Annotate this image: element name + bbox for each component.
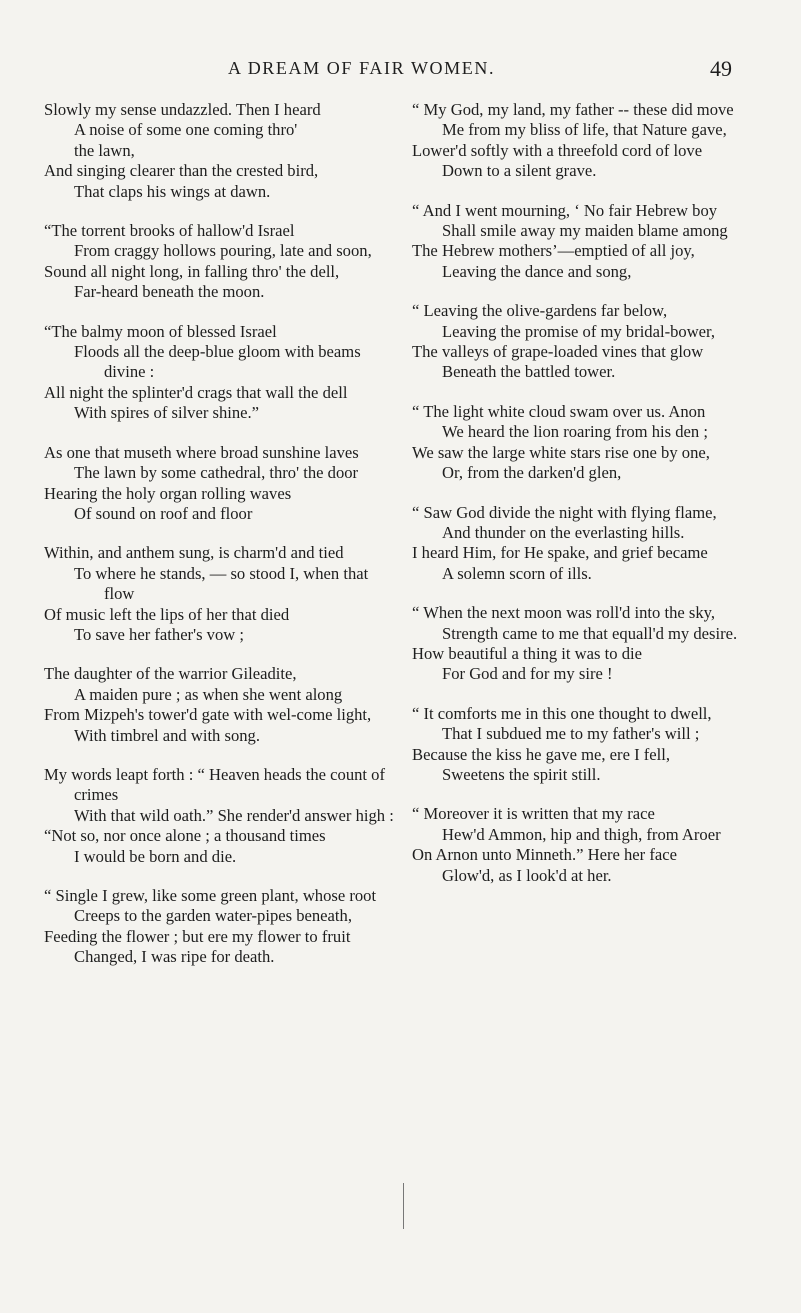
verse-line: We heard the lion roaring from his den ; <box>442 422 708 442</box>
verse-line: “ My God, my land, my father -- these did move <box>412 100 734 119</box>
verse-line: I heard Him, for He spake, and grief became <box>412 543 708 563</box>
running-title: A DREAM OF FAIR WOMEN. <box>228 58 496 78</box>
verse-line: “ It comforts me in this one thought to dwell, <box>412 703 712 723</box>
verse-line: And thunder on the everlasting hills. <box>442 522 685 542</box>
verse-line: Beneath the battled tower. <box>442 362 616 382</box>
verse-line: As one that museth where broad sunshine laves <box>44 442 359 462</box>
verse-line: From craggy hollows pouring, late and soon, <box>74 241 372 261</box>
verse-line: And singing clearer than the crested bird, <box>44 161 319 181</box>
stanza <box>44 100 399 202</box>
verse-line: “ Saw God divide the night with flying flame, <box>412 502 717 522</box>
verse-line: Floods all the deep-blue gloom with beams divine : <box>74 342 361 382</box>
verse-line: Within, and anthem sung, is charm'd and tied <box>44 543 344 563</box>
verse-line: The valleys of grape-loaded vines that glow <box>412 342 704 362</box>
verse-line: Changed, I was ripe for death. <box>74 947 275 967</box>
verse-line: For God and for my sire ! <box>442 664 613 684</box>
verse-line: That claps his wings at dawn. <box>74 181 271 201</box>
stanza <box>44 443 399 525</box>
verse-line: Slowly my sense undazzled. Then I heard <box>44 100 321 119</box>
verse-line: We saw the large white stars rise one by one, <box>412 442 710 462</box>
verse-line: Me from my bliss of life, that Nature gave, <box>442 120 727 140</box>
verse-line: Feeding the flower ; but ere my flower to fruit <box>44 926 351 946</box>
stanza <box>412 201 772 283</box>
verse-line: “ The light white cloud swam over us. Anon <box>412 401 706 421</box>
verse-line: On Arnon unto Minneth.” Here her face <box>412 845 677 865</box>
verse-line: “ When the next moon was roll'd into the sky, <box>412 603 716 623</box>
verse-line: All night the splinter'd crags that wall the dell <box>44 382 348 402</box>
verse-line: With spires of silver shine.” <box>74 403 260 423</box>
stanza <box>412 100 772 182</box>
verse-line: That I subdued me to my father's will ; <box>442 724 700 744</box>
verse-line: Leaving the promise of my bridal-bower, <box>442 321 716 341</box>
stanza <box>44 664 399 746</box>
stanza <box>44 322 399 424</box>
verse-line: Of sound on roof and floor <box>74 503 253 523</box>
verse-line: Lower'd softly with a threefold cord of love <box>412 140 703 160</box>
verse-line: “ Leaving the olive-gardens far below, <box>412 301 668 321</box>
verse-line: With that wild oath.” She render'd answer high : <box>74 805 394 825</box>
stanza <box>44 886 399 968</box>
verse-line: Because the kiss he gave me, ere I fell, <box>412 744 671 764</box>
verse-line: How beautiful a thing it was to die <box>412 643 642 663</box>
verse-line: “ Moreover it is written that my race <box>412 804 655 824</box>
verse-line: Glow'd, as I look'd at her. <box>442 865 612 885</box>
verse-line: Down to a silent grave. <box>442 161 597 181</box>
verse-line: Creeps to the garden water-pipes beneath, <box>74 906 352 926</box>
right-column <box>412 100 772 905</box>
verse-line: A maiden pure ; as when she went along <box>74 684 343 704</box>
verse-line: To where he stands, — so stood I, when that flow <box>74 563 369 604</box>
verse-line: Or, from the darken'd glen, <box>442 463 622 483</box>
verse-line: The daughter of the warrior Gileadite, <box>44 664 297 684</box>
verse-line: “The torrent brooks of hallow'd Israel <box>44 221 295 241</box>
verse-line: I would be born and die. <box>74 846 237 866</box>
verse-line: the lawn, <box>74 140 135 160</box>
running-head <box>0 58 801 84</box>
verse-line: “Not so, nor once alone ; a thousand times <box>44 826 326 846</box>
verse-line: To save her father's vow ; <box>74 624 245 644</box>
verse-line: My words leapt forth : “ Heaven heads the count of crimes <box>44 764 385 805</box>
stanza <box>412 603 772 685</box>
left-column <box>44 100 399 987</box>
stanza <box>412 301 772 383</box>
verse-line: Hew'd Ammon, hip and thigh, from Aroer <box>442 824 721 844</box>
verse-line: “The balmy moon of blessed Israel <box>44 321 277 341</box>
verse-line: Sound all night long, in falling thro' the dell, <box>44 261 340 281</box>
stanza <box>412 804 772 886</box>
verse-line: Of music left the lips of her that died <box>44 604 290 624</box>
verse-line: Sweetens the spirit still. <box>442 764 601 784</box>
verse-line: “ And I went mourning, ‘ No fair Hebrew boy <box>412 200 718 220</box>
verse-line: Far-heard beneath the moon. <box>74 282 265 302</box>
verse-line: Hearing the holy organ rolling waves <box>44 483 292 503</box>
verse-line: The Hebrew mothers’—emptied of all joy, <box>412 241 695 261</box>
stanza <box>412 503 772 585</box>
stanza <box>412 704 772 786</box>
verse-line: A noise of some one coming thro' <box>74 120 298 140</box>
verse-line: From Mizpeh's tower'd gate with wel-come light, <box>44 705 372 725</box>
verse-line: A solemn scorn of ills. <box>442 563 592 583</box>
stanza <box>44 765 399 867</box>
verse-line: The lawn by some cathedral, thro' the door <box>74 463 359 483</box>
verse-line: With timbrel and with song. <box>74 725 260 745</box>
verse-line: Leaving the dance and song, <box>442 261 632 281</box>
stanza <box>44 543 399 645</box>
verse-line: “ Single I grew, like some green plant, whose root <box>44 886 377 905</box>
verse-line: Shall smile away my maiden blame among <box>442 221 728 241</box>
page-number: 49 <box>710 56 732 81</box>
stanza <box>412 402 772 484</box>
column-divider <box>403 1183 404 1229</box>
verse-line: Strength came to me that equall'd my desire. <box>442 623 738 643</box>
stanza <box>44 221 399 303</box>
